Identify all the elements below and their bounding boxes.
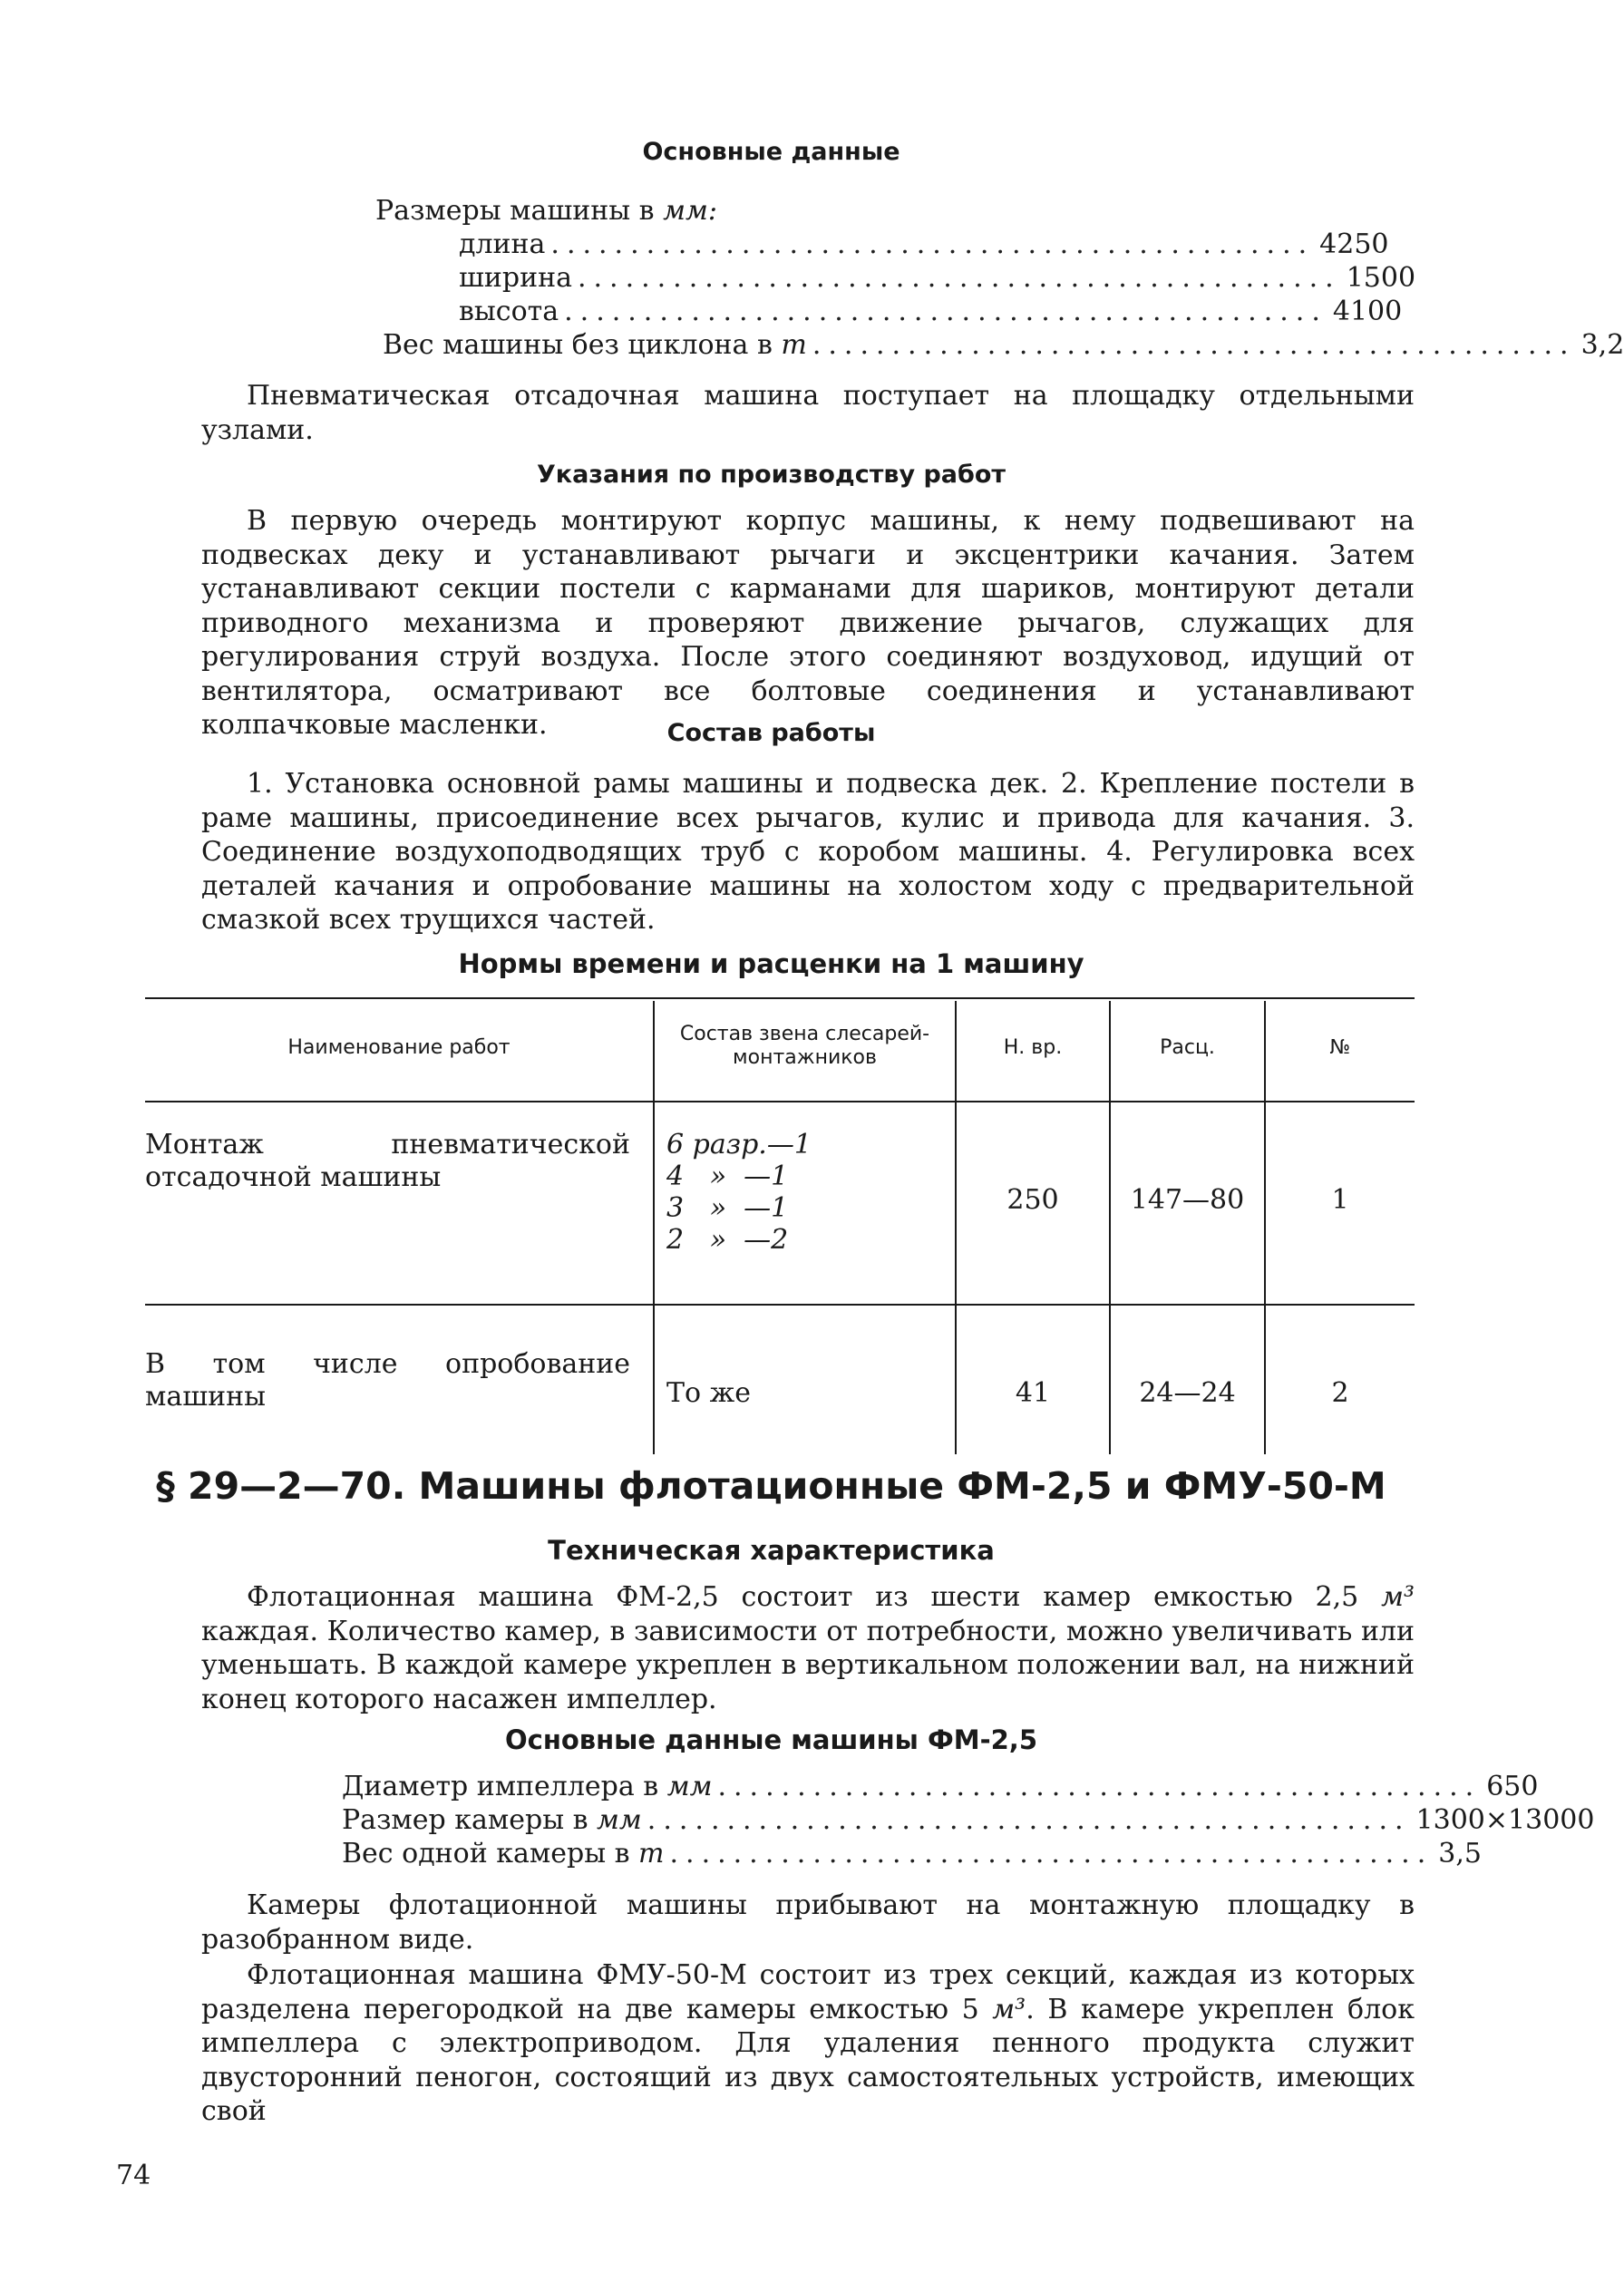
row1-hours: 250 xyxy=(1006,1184,1059,1216)
fm-row-unit: мм xyxy=(666,1771,713,1802)
dimensions-label-text: Размеры машины в xyxy=(375,195,655,227)
fm-row-label-text: Размер камеры в xyxy=(342,1804,588,1836)
weight-unit: т xyxy=(781,329,807,361)
crew-line: 2 » —2 xyxy=(666,1224,789,1256)
heading-main-data: Основные данные xyxy=(642,138,900,166)
dimensions-unit: мм: xyxy=(663,195,717,227)
fm-row-value: 650 xyxy=(1486,1771,1539,1802)
dimension-row-length xyxy=(459,228,1389,261)
dimensions-label xyxy=(375,194,717,228)
table-title: Нормы времени и расценки на 1 машину xyxy=(458,948,1084,979)
page-number: 74 xyxy=(116,2160,151,2191)
fm-row-value: 1300×13000 xyxy=(1415,1804,1595,1836)
row1-work-name: Монтаж пневматической отсадочной машины xyxy=(145,1129,630,1193)
leader-dots: ................................................ xyxy=(717,1771,1482,1802)
fm-row-label xyxy=(342,1837,665,1870)
unit-cubic-meter: м³ xyxy=(992,1993,1026,2025)
tech-paragraph-text: каждая. Количество камер, в зависимости от потребности, можно увеличивать или уменьшать. В каждой камере укреплен в вертикальном положении вал, на нижний конец которого насажен импеллер. xyxy=(201,1615,1415,1715)
weight-label xyxy=(383,328,807,362)
fm-row-label xyxy=(342,1803,642,1837)
work-composition-paragraph: 1. Установка основной рамы машины и подвеска дек. 2. Крепление постели в раме машины, присоединение всех рычагов, кулис и привода для качания. 3. Соединение воздухоподводящих труб с коробом машины. 4. Регулировка всех деталей качания и опробование машины на холостом ходу с предварительной смазкой всех трущихся частей. xyxy=(201,768,1415,936)
dimensions-list xyxy=(459,228,1416,328)
fm-row-chamber-size xyxy=(342,1803,1595,1837)
fm-row-unit: мм xyxy=(597,1804,642,1836)
tech-paragraph xyxy=(201,1580,1415,1716)
table-rule-top xyxy=(145,997,1415,999)
dimension-row-width xyxy=(459,261,1416,295)
row2-work-name: В том числе опробование машины xyxy=(145,1348,630,1413)
header-crew-line2: монтажников xyxy=(733,1046,877,1069)
section-title: § 29—2—70. Машины флотационные ФМ-2,5 и ФМУ-50-М xyxy=(156,1464,1386,1508)
weight-row xyxy=(383,328,1624,362)
crew-line: 6 разр.—1 xyxy=(666,1129,812,1161)
table-rule-header xyxy=(145,1101,1415,1102)
fm-row-unit: т xyxy=(638,1838,665,1870)
fm-row-chamber-weight xyxy=(342,1837,1482,1870)
fmu-paragraph xyxy=(201,1958,1415,2129)
header-work-name: Наименование работ xyxy=(287,1036,511,1059)
fm-row-value: 3,5 xyxy=(1438,1838,1482,1870)
header-rate: Расц. xyxy=(1160,1036,1215,1059)
header-number: № xyxy=(1329,1036,1351,1059)
leader-dots: ................................................ xyxy=(647,1804,1411,1836)
dimension-row-height xyxy=(459,295,1403,328)
dimension-label: длина xyxy=(459,228,546,260)
heading-instructions: Указания по производству работ xyxy=(536,461,1006,489)
row1-number: 1 xyxy=(1331,1184,1349,1216)
crew-line: 4 » —1 xyxy=(666,1161,789,1192)
row1-rate: 147—80 xyxy=(1130,1184,1245,1216)
weight-value: 3,2 xyxy=(1580,329,1624,361)
heading-fm-data: Основные данные машины ФМ-2,5 xyxy=(504,1724,1037,1755)
dimension-label: ширина xyxy=(459,262,572,294)
weight-label-text: Вес машины без циклона в xyxy=(383,329,773,361)
row1-crew xyxy=(666,1129,938,1256)
fm-row-label xyxy=(342,1770,712,1803)
fmu-paragraph-text: Флотационная машина ФМУ-50-М состоит из трех секций, каждая из которых разделена перегородкой на две камеры емкостью 5 xyxy=(201,1959,1415,2025)
heading-tech-characteristics: Техническая характеристика xyxy=(548,1535,995,1566)
delivery-paragraph: Камеры флотационной машины прибывают на монтажную площадку в разобранном виде. xyxy=(201,1889,1415,1956)
tech-paragraph-text: Флотационная машина ФМ-2,5 состоит из шести камер емкостью 2,5 xyxy=(247,1581,1359,1613)
crew-line: 3 » —1 xyxy=(666,1192,789,1224)
leader-dots: ................................................ xyxy=(564,296,1327,327)
leader-dots: ................................................ xyxy=(550,228,1315,260)
fm-row-label-text: Диаметр импеллера в xyxy=(342,1771,659,1802)
leader-dots: ................................................ xyxy=(577,262,1341,294)
row2-hours: 41 xyxy=(1015,1377,1051,1409)
row2-rate: 24—24 xyxy=(1139,1377,1236,1409)
dimension-value: 4100 xyxy=(1332,296,1403,327)
fm-data-list xyxy=(342,1770,1595,1870)
table-rule-row xyxy=(145,1304,1415,1306)
header-crew-line1: Состав звена слесарей- xyxy=(679,1023,930,1045)
row2-crew: То же xyxy=(666,1377,751,1409)
instructions-paragraph: В первую очередь монтируют корпус машины, к нему подвешивают на подвесках деку и устанавливают рычаги и эксцентрики качания. Затем устанавливают секции постели с карманами для шариков, монтируют детали приводного механизма и проверяют движение рычагов, служащих для регулирования струй воздуха. После этого соединяют воздуховод, идущий от вентилятора, осматривают все болтовые соединения и устанавливают колпачковые масленки. xyxy=(201,505,1415,741)
heading-work-composition: Состав работы xyxy=(666,719,876,747)
header-hours: Н. вр. xyxy=(1003,1036,1063,1059)
unit-cubic-meter: м³ xyxy=(1381,1581,1415,1613)
leader-dots: ................................................ xyxy=(812,329,1576,361)
fm-row-label-text: Вес одной камеры в xyxy=(342,1838,630,1870)
fm-row-impeller xyxy=(342,1770,1539,1803)
intro-paragraph: Пневматическая отсадочная машина поступает на площадку отдельными узлами. xyxy=(201,380,1415,446)
leader-dots: ................................................ xyxy=(669,1838,1434,1870)
dimension-value: 4250 xyxy=(1319,228,1389,260)
dimension-value: 1500 xyxy=(1346,262,1416,294)
header-crew xyxy=(655,1023,955,1070)
fmu-paragraph-text: . В камере укреплен блок импеллера с электроприводом. Для удаления пенного продукта служит двусторонний пеногон, состоящий из двух самостоятельных устройств, имеющих свой xyxy=(201,1993,1415,2127)
row2-number: 2 xyxy=(1331,1377,1349,1409)
dimension-label: высота xyxy=(459,296,559,327)
